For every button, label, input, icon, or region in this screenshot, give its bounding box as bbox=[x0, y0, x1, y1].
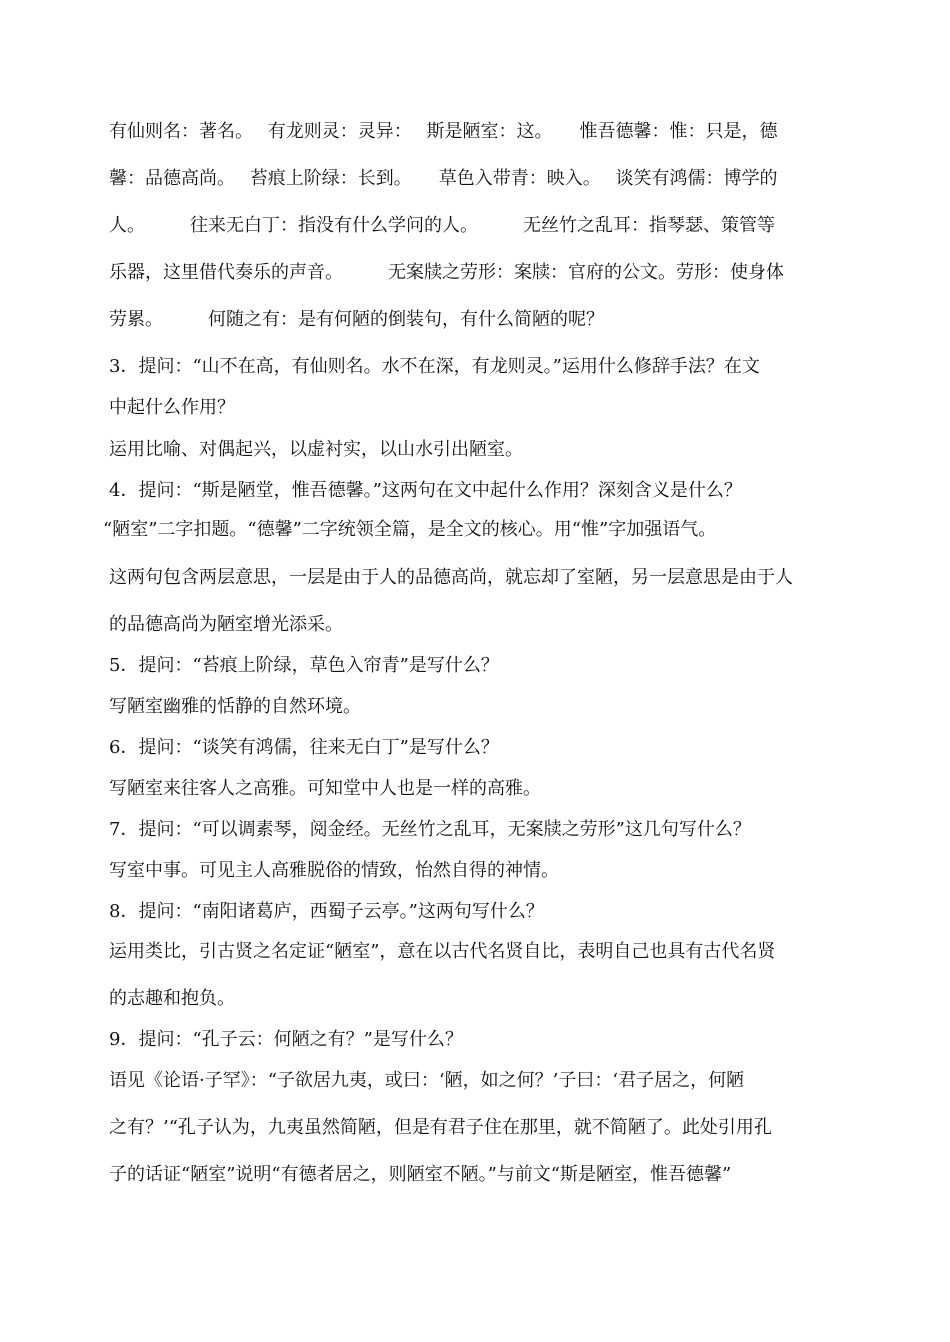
text-line: 语见《论语·子罕》：“子欲居九夷，或曰：‘陋，如之何？’子曰：‘君子居之，何陋 bbox=[109, 1070, 745, 1091]
text-line: “陋室”二字扣题。“德馨”二字统领全篇，是全文的核心。用“惟”字加强语气。 bbox=[103, 519, 717, 540]
text-line: 之有？’“孔子认为，九夷虽然简陋，但是有君子住在那里，就不简陋了。此处引用孔 bbox=[109, 1117, 772, 1138]
text-line: 6．提问：“谈笑有鸿儒，往来无白丁”是写什么？ bbox=[109, 737, 499, 758]
text-line: 人。 往来无白丁：指没有什么学问的人。 无丝竹之乱耳：指琴瑟、策管等 bbox=[109, 215, 775, 236]
text-line: 这两句包含两层意思，一层是由于人的品德高尚，就忘却了室陋，另一层意思是由于人 bbox=[109, 567, 793, 588]
text-line: 的志趣和抱负。 bbox=[109, 988, 235, 1009]
text-line: 写室中事。可见主人高雅脱俗的情致，怡然自得的神情。 bbox=[109, 860, 559, 881]
text-line: 运用类比，引古贤之名定证“陋室”，意在以古代名贤自比，表明自己也具有古代名贤 bbox=[109, 941, 776, 962]
text-line: 9．提问：“孔子云：何陋之有？”是写什么？ bbox=[109, 1029, 463, 1050]
text-line: 乐器，这里借代奏乐的声音。 无案牍之劳形：案牍：官府的公文。劳形：使身体 bbox=[109, 262, 784, 283]
text-line: 写陋室幽雅的恬静的自然环境。 bbox=[109, 696, 361, 717]
text-line: 3．提问：“山不在高，有仙则名。水不在深，有龙则灵。”运用什么修辞手法？在文 bbox=[109, 356, 760, 377]
text-line: 馨：品德高尚。 苔痕上阶绿：长到。 草色入带青：映入。 谈笑有鸿儒：博学的 bbox=[109, 168, 778, 189]
text-line: 4．提问：“斯是陋堂，惟吾德馨。”这两句在文中起什么作用？深刻含义是什么？ bbox=[109, 480, 742, 501]
text-line: 运用比喻、对偶起兴，以虚衬实，以山水引出陋室。 bbox=[109, 439, 523, 460]
text-line: 7．提问：“可以调素琴，阅金经。无丝竹之乱耳，无案牍之劳形”这几句写什么？ bbox=[109, 819, 751, 840]
text-line: 8．提问：“南阳诸葛庐，西蜀子云亭。”这两句写什么？ bbox=[109, 901, 544, 922]
text-line: 写陋室来往客人之高雅。可知堂中人也是一样的高雅。 bbox=[109, 778, 541, 799]
text-line: 5．提问：“苔痕上阶绿，草色入帘青”是写什么？ bbox=[109, 655, 499, 676]
text-line: 有仙则名：著名。 有龙则灵：灵异： 斯是陋室：这。 惟吾德馨：惟：只是，德 bbox=[109, 121, 778, 142]
text-line: 劳累。 何随之有：是有何陋的倒装句，有什么简陋的呢？ bbox=[109, 309, 604, 330]
text-line: 的品德高尚为陋室增光添采。 bbox=[109, 614, 343, 635]
text-line: 子的话证“陋室”说明“有德者居之，则陋室不陋。”与前文“斯是陋室，惟吾德馨” bbox=[109, 1164, 732, 1185]
text-line: 中起什么作用？ bbox=[109, 397, 235, 418]
